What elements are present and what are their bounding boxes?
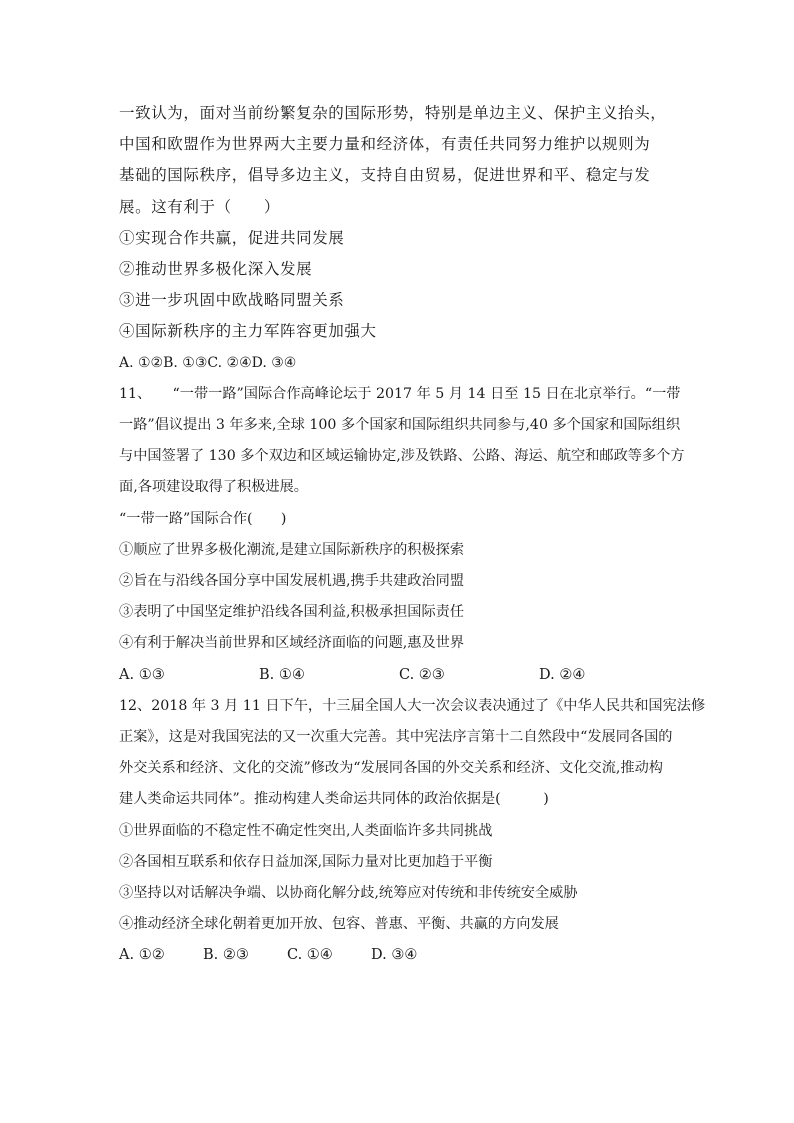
option-a: A. ①② <box>119 947 165 963</box>
question-12-item-1: ①世界面临的不稳定性不确定性突出,人类面临许多共同挑战 <box>119 823 493 839</box>
question-10-item-4: ④国际新秩序的主力军阵容更加强大 <box>119 322 377 340</box>
question-10-item-2: ②推动世界多极化深入发展 <box>119 260 313 278</box>
question-12-item-2: ②各国相互联系和依存日益加深,国际力量对比更加趋于平衡 <box>119 854 493 870</box>
question-10-stem-line-3: 基础的国际秩序，倡导多边主义，支持自由贸易，促进世界和平、稳定与发 <box>119 166 651 184</box>
option-d: D. ②④ <box>539 667 586 683</box>
question-11-item-1: ①顺应了世界多极化潮流,是建立国际新秩序的积极探索 <box>119 542 465 558</box>
question-11-stem-line-1: 11、 “一带一路”国际合作高峰论坛于 2017 年 5 月 14 日至 15 日在北京举行。“一带 <box>119 386 681 402</box>
option-b: B. ②③ <box>203 947 249 963</box>
question-11-stem-line-2: 一路”倡议提出 3 年多来,全球 100 多个国家和国际组织共同参与,40 多个国家和国际组织 <box>119 417 681 433</box>
question-11-prompt: “一带一路”国际合作( ) <box>119 511 287 527</box>
question-10-stem-line-2: 中国和欧盟作为世界两大主要力量和经济体，有责任共同努力维护以规则为 <box>119 135 651 153</box>
question-11-item-4: ④有利于解决当前世界和区域经济面临的问题,惠及世界 <box>119 635 465 651</box>
question-12-stem-line-1: 12、2018 年 3 月 11 日下午，十三届全国人大一次会议表决通过了《中华人民共和国宪法修 <box>119 698 706 714</box>
option-c: C. ①④ <box>287 947 333 963</box>
question-10-answer-options: A. ①②B. ①③C. ②④D. ③④ <box>119 355 297 371</box>
question-11-stem-line-4: 面,各项建设取得了积极进展。 <box>119 479 308 495</box>
option-c: C. ②③ <box>399 667 445 683</box>
question-12-stem-line-3: 外交关系和经济、文化的交流”修改为“发展同各国的外交关系和经济、文化交流,推动构 <box>119 760 663 776</box>
question-12-stem-line-2: 正案》，这是对我国宪法的又一次重大完善。其中宪法序言第十二自然段中“发展同各国的 <box>119 729 673 745</box>
option-b: B. ①④ <box>259 667 305 683</box>
question-12-item-4: ④推动经济全球化朝着更加开放、包容、普惠、平衡、共赢的方向发展 <box>119 916 559 932</box>
option-d: D. ③④ <box>371 947 418 963</box>
question-11-item-3: ③表明了中国坚定维护沿线各国利益,积极承担国际责任 <box>119 604 465 620</box>
option-a: A. ①③ <box>119 667 165 683</box>
question-11-item-2: ②旨在与沿线各国分享中国发展机遇,携手共建政治同盟 <box>119 573 465 589</box>
question-11-stem-line-3: 与中国签署了 130 多个双边和区域运输协定,涉及铁路、公路、海运、航空和邮政等多个方 <box>119 448 685 464</box>
question-10-item-3: ③进一步巩固中欧战略同盟关系 <box>119 291 345 309</box>
question-12-item-3: ③坚持以对话解决争端、以协商化解分歧,统筹应对传统和非传统安全威胁 <box>119 885 578 901</box>
question-10-item-1: ①实现合作共赢，促进共同发展 <box>119 229 345 247</box>
question-12-stem-line-4: 建人类命运共同体”。推动构建人类命运共同体的政治依据是( ) <box>119 791 549 807</box>
question-10-stem-line-4: 展。这有利于（ ） <box>119 198 281 216</box>
question-10-stem-line-1: 一致认为，面对当前纷繁复杂的国际形势，特别是单边主义、保护主义抬头， <box>119 104 667 122</box>
